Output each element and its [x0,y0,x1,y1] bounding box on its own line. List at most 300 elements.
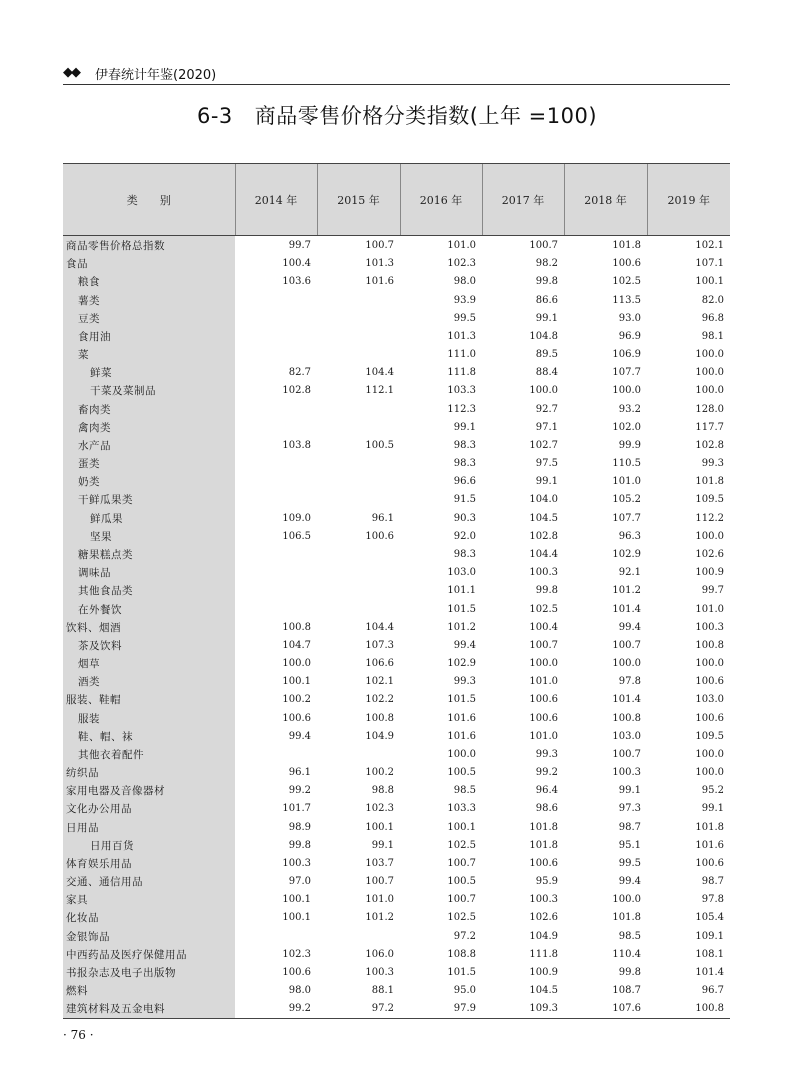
value-cell: 100.5 [447,876,476,888]
table-row [63,964,730,982]
value-cell: 100.4 [282,258,311,270]
category-cell: 烟草 [63,655,235,673]
value-cell [317,491,400,509]
value-cell: 100.0 [695,530,724,542]
value-cell: 111.0 [447,349,476,361]
value-cell: 97.5 [535,458,558,470]
value-cell: 95.1 [618,839,641,851]
category-cell: 服装 [63,709,235,727]
value-cell: 101.8 [695,476,724,488]
value-cell: 101.8 [529,839,558,851]
table-row [63,564,730,582]
value-cell: 101.0 [365,894,394,906]
value-cell: 102.3 [447,258,476,270]
value-cell: 101.2 [365,912,394,924]
value-cell: 96.9 [618,330,641,342]
value-cell [235,600,317,618]
value-cell: 96.4 [535,785,558,797]
value-cell [235,419,317,437]
value-cell: 100.7 [529,240,558,252]
value-cell: 96.8 [701,312,724,324]
value-cell: 102.8 [529,530,558,542]
table-row [63,401,730,419]
value-cell: 100.6 [282,966,311,978]
category-cell: 豆类 [63,310,235,328]
value-cell: 100.8 [612,712,641,724]
value-cell: 107.1 [695,258,724,270]
value-cell: 99.8 [288,839,311,851]
value-cell: 101.5 [447,966,476,978]
category-cell: 鲜菜 [63,364,235,382]
value-cell: 99.8 [618,966,641,978]
value-cell: 95.2 [701,785,724,797]
value-cell: 100.3 [365,966,394,978]
table-row [63,473,730,491]
value-cell: 100.6 [612,258,641,270]
value-cell: 108.7 [612,985,641,997]
table-row [63,855,730,873]
value-cell: 96.1 [288,767,311,779]
value-cell: 103.0 [695,694,724,706]
table-row [63,310,730,328]
value-cell: 107.7 [612,512,641,524]
value-cell: 93.9 [453,294,476,306]
value-cell: 100.5 [447,767,476,779]
value-cell: 100.6 [529,712,558,724]
value-cell: 100.0 [282,658,311,670]
category-cell: 奶类 [63,473,235,491]
value-cell: 98.0 [453,276,476,288]
value-cell: 100.0 [529,385,558,397]
table-row [63,255,730,273]
category-cell: 纺织品 [63,764,235,782]
value-cell: 106.6 [365,658,394,670]
value-cell: 99.2 [288,785,311,797]
value-cell: 103.0 [612,730,641,742]
value-cell: 96.3 [618,530,641,542]
value-cell: 99.1 [618,785,641,797]
value-cell: 109.5 [695,494,724,506]
value-cell: 101.1 [447,585,476,597]
table-row [63,510,730,528]
value-cell [235,491,317,509]
value-cell: 102.7 [529,439,558,451]
category-cell: 文化办公用品 [63,800,235,818]
category-cell: 书报杂志及电子出版物 [63,964,235,982]
value-cell: 99.3 [701,458,724,470]
category-cell: 中西药品及医疗保健用品 [63,946,235,964]
value-cell: 101.2 [612,585,641,597]
value-cell: 101.0 [529,676,558,688]
value-cell: 99.2 [235,1000,317,1019]
value-cell: 89.5 [535,349,558,361]
value-cell: 100.1 [282,894,311,906]
value-cell: 109.0 [282,512,311,524]
value-cell: 104.9 [529,930,558,942]
value-cell: 99.2 [535,767,558,779]
value-cell: 82.0 [701,294,724,306]
value-cell: 101.8 [612,240,641,252]
value-cell: 104.4 [365,621,394,633]
value-cell: 100.3 [529,894,558,906]
table-row [63,273,730,291]
value-cell: 103.8 [282,439,311,451]
category-cell: 酒类 [63,673,235,691]
table-row [63,782,730,800]
category-cell: 鲜瓜果 [63,510,235,528]
value-cell: 100.0 [695,367,724,379]
category-cell: 畜肉类 [63,401,235,419]
category-cell: 日用品 [63,819,235,837]
value-cell: 96.7 [701,985,724,997]
value-cell: 109.3 [482,1000,564,1019]
category-cell: 水产品 [63,437,235,455]
value-cell [317,928,400,946]
table-row [63,655,730,673]
value-cell [317,328,400,346]
value-cell: 98.6 [535,803,558,815]
value-cell: 109.1 [695,930,724,942]
value-cell: 99.9 [618,439,641,451]
table-row [63,1000,730,1019]
value-cell: 95.9 [535,876,558,888]
value-cell [317,419,400,437]
value-cell: 102.1 [695,240,724,252]
table-header-row [63,164,730,236]
value-cell: 103.7 [365,857,394,869]
table-row [63,419,730,437]
table-row [63,364,730,382]
value-cell: 101.6 [695,839,724,851]
value-cell [235,292,317,310]
value-cell: 106.5 [282,530,311,542]
category-cell: 薯类 [63,292,235,310]
table-row [63,728,730,746]
value-cell: 99.4 [618,621,641,633]
value-cell: 101.5 [447,694,476,706]
category-cell: 鞋、帽、袜 [63,728,235,746]
value-cell [317,310,400,328]
value-cell: 108.1 [695,948,724,960]
value-cell: 99.1 [453,421,476,433]
value-cell: 104.0 [529,494,558,506]
value-cell: 101.0 [695,603,724,615]
column-header: 2015 年 [317,164,400,236]
value-cell: 102.8 [282,385,311,397]
category-cell: 家用电器及音像器材 [63,782,235,800]
value-cell: 97.2 [453,930,476,942]
category-cell: 干菜及菜制品 [63,382,235,400]
category-cell: 糖果糕点类 [63,546,235,564]
category-cell: 化妆品 [63,909,235,927]
value-cell: 100.9 [529,966,558,978]
page-number: · 76 · [63,1028,94,1042]
value-cell: 100.8 [647,1000,730,1019]
category-cell: 建筑材料及五金电料 [63,1000,235,1019]
table-row [63,873,730,891]
value-cell: 106.9 [612,349,641,361]
category-cell: 禽肉类 [63,419,235,437]
value-cell [317,546,400,564]
value-cell: 99.1 [535,312,558,324]
value-cell: 101.0 [447,240,476,252]
value-cell: 102.5 [447,912,476,924]
value-cell: 100.1 [282,676,311,688]
value-cell: 101.6 [447,730,476,742]
value-cell: 100.1 [447,821,476,833]
value-cell [317,473,400,491]
value-cell: 100.7 [447,894,476,906]
column-header: 2017 年 [482,164,564,236]
value-cell [317,564,400,582]
value-cell: 102.0 [612,421,641,433]
value-cell: 100.3 [282,857,311,869]
category-cell: 金银饰品 [63,928,235,946]
value-cell: 100.2 [365,767,394,779]
value-cell: 100.7 [612,639,641,651]
table-row [63,928,730,946]
value-cell: 100.1 [695,276,724,288]
value-cell: 100.6 [695,712,724,724]
category-cell: 燃料 [63,982,235,1000]
value-cell: 112.1 [365,385,394,397]
value-cell: 98.3 [453,458,476,470]
value-cell: 98.3 [453,439,476,451]
category-cell: 调味品 [63,564,235,582]
value-cell: 98.1 [701,330,724,342]
value-cell [235,928,317,946]
value-cell: 100.9 [695,567,724,579]
value-cell: 100.7 [365,240,394,252]
value-cell: 107.7 [612,367,641,379]
column-header: 2014 年 [235,164,317,236]
value-cell: 99.5 [453,312,476,324]
value-cell: 100.5 [365,439,394,451]
value-cell: 99.1 [371,839,394,851]
value-cell: 82.7 [288,367,311,379]
value-cell: 102.5 [529,603,558,615]
table-row [63,455,730,473]
value-cell: 100.3 [612,767,641,779]
value-cell: 101.5 [447,603,476,615]
category-cell: 干鲜瓜果类 [63,491,235,509]
category-cell: 坚果 [63,528,235,546]
value-cell: 99.7 [701,585,724,597]
value-cell: 98.7 [618,821,641,833]
value-cell: 100.0 [695,385,724,397]
value-cell: 102.5 [447,839,476,851]
category-cell: 日用百货 [63,837,235,855]
value-cell: 100.0 [695,767,724,779]
value-cell [235,310,317,328]
value-cell: 101.4 [695,966,724,978]
category-cell: 体育娱乐用品 [63,855,235,873]
value-cell: 99.7 [288,240,311,252]
value-cell: 99.3 [535,748,558,760]
category-cell: 食品 [63,255,235,273]
value-cell: 102.2 [365,694,394,706]
value-cell: 104.4 [365,367,394,379]
value-cell: 103.3 [447,803,476,815]
table-row [63,236,730,256]
table-row [63,691,730,709]
value-cell: 101.8 [612,912,641,924]
value-cell: 100.7 [529,639,558,651]
table-title-text: 商品零售价格分类指数(上年 =100) [254,104,598,128]
value-cell: 97.3 [618,803,641,815]
value-cell: 98.9 [288,821,311,833]
value-cell: 106.0 [365,948,394,960]
value-cell: 99.4 [288,730,311,742]
category-cell: 商品零售价格总指数 [63,236,235,256]
value-cell: 92.1 [618,567,641,579]
value-cell: 92.7 [535,403,558,415]
value-cell: 92.0 [453,530,476,542]
value-cell: 100.6 [695,857,724,869]
value-cell: 102.6 [695,549,724,560]
table-row [63,673,730,691]
value-cell [317,346,400,364]
value-cell: 98.8 [371,785,394,797]
value-cell: 97.2 [317,1000,400,1019]
value-cell: 100.3 [529,567,558,579]
value-cell: 102.9 [447,658,476,670]
value-cell: 100.0 [447,748,476,760]
value-cell: 98.2 [535,258,558,270]
category-cell: 蛋类 [63,455,235,473]
value-cell: 101.3 [447,330,476,342]
value-cell: 86.6 [535,294,558,306]
value-cell: 104.9 [365,730,394,742]
value-cell: 97.9 [400,1000,482,1019]
value-cell: 96.6 [453,476,476,488]
value-cell: 97.0 [288,876,311,888]
value-cell: 100.0 [529,658,558,670]
value-cell: 99.5 [618,857,641,869]
value-cell: 101.4 [612,694,641,706]
table-row [63,982,730,1000]
value-cell: 90.3 [453,512,476,524]
value-cell: 100.7 [612,748,641,760]
value-cell: 104.4 [529,549,558,560]
value-cell: 97.8 [701,894,724,906]
value-cell: 100.3 [695,621,724,633]
value-cell: 100.1 [365,821,394,833]
table-row [63,746,730,764]
table-row [63,800,730,818]
table-row [63,382,730,400]
value-cell: 102.9 [612,549,641,560]
value-cell [317,600,400,618]
category-cell: 在外餐饮 [63,600,235,618]
table-row [63,528,730,546]
column-header: 2019 年 [647,164,730,236]
value-cell: 107.3 [365,639,394,651]
value-cell: 95.0 [453,985,476,997]
value-cell: 101.7 [282,803,311,815]
value-cell: 100.6 [529,694,558,706]
value-cell: 104.5 [529,985,558,997]
value-cell: 98.5 [618,930,641,942]
value-cell: 107.6 [564,1000,647,1019]
value-cell: 99.1 [535,476,558,488]
value-cell: 128.0 [695,403,724,415]
value-cell: 98.3 [453,549,476,560]
value-cell: 102.1 [365,676,394,688]
category-cell: 饮料、烟酒 [63,619,235,637]
table-row [63,292,730,310]
table-row [63,764,730,782]
running-header [63,62,730,85]
table-row [63,437,730,455]
table-row [63,546,730,564]
column-header: 2018 年 [564,164,647,236]
value-cell: 104.7 [282,639,311,651]
value-cell: 88.4 [535,367,558,379]
value-cell: 100.8 [695,639,724,651]
value-cell: 100.6 [695,676,724,688]
value-cell: 100.0 [695,748,724,760]
category-cell: 食用油 [63,328,235,346]
value-cell [235,328,317,346]
column-header: 类 别 [63,164,235,236]
value-cell: 98.5 [453,785,476,797]
value-cell: 97.8 [618,676,641,688]
value-cell: 100.6 [529,857,558,869]
column-header: 2016 年 [400,164,482,236]
value-cell: 113.5 [612,294,641,306]
value-cell: 105.2 [612,494,641,506]
value-cell [235,564,317,582]
value-cell: 100.0 [695,658,724,670]
table-row [63,837,730,855]
value-cell: 100.0 [612,658,641,670]
value-cell: 93.0 [618,312,641,324]
table-row [63,709,730,727]
value-cell: 105.4 [695,912,724,924]
value-cell: 100.0 [612,894,641,906]
table-row [63,946,730,964]
value-cell: 102.5 [612,276,641,288]
table-row [63,619,730,637]
price-index-table [63,163,730,1019]
value-cell: 104.8 [529,330,558,342]
diamond-icon: ◆◆ [63,65,79,80]
value-cell: 93.2 [618,403,641,415]
value-cell: 103.0 [447,567,476,579]
value-cell: 101.8 [529,821,558,833]
table-row [63,582,730,600]
value-cell [317,292,400,310]
value-cell: 100.0 [695,349,724,361]
value-cell: 101.0 [612,476,641,488]
value-cell: 91.5 [453,494,476,506]
value-cell: 100.8 [365,712,394,724]
value-cell: 110.5 [612,458,641,470]
value-cell: 99.8 [535,276,558,288]
category-cell: 服装、鞋帽 [63,691,235,709]
value-cell: 111.8 [447,367,476,379]
value-cell: 101.3 [365,258,394,270]
value-cell: 101.4 [612,603,641,615]
value-cell [317,455,400,473]
value-cell: 100.7 [447,857,476,869]
value-cell: 103.3 [447,385,476,397]
table-row [63,491,730,509]
value-cell [235,455,317,473]
category-cell: 交通、通信用品 [63,873,235,891]
category-cell: 家具 [63,891,235,909]
